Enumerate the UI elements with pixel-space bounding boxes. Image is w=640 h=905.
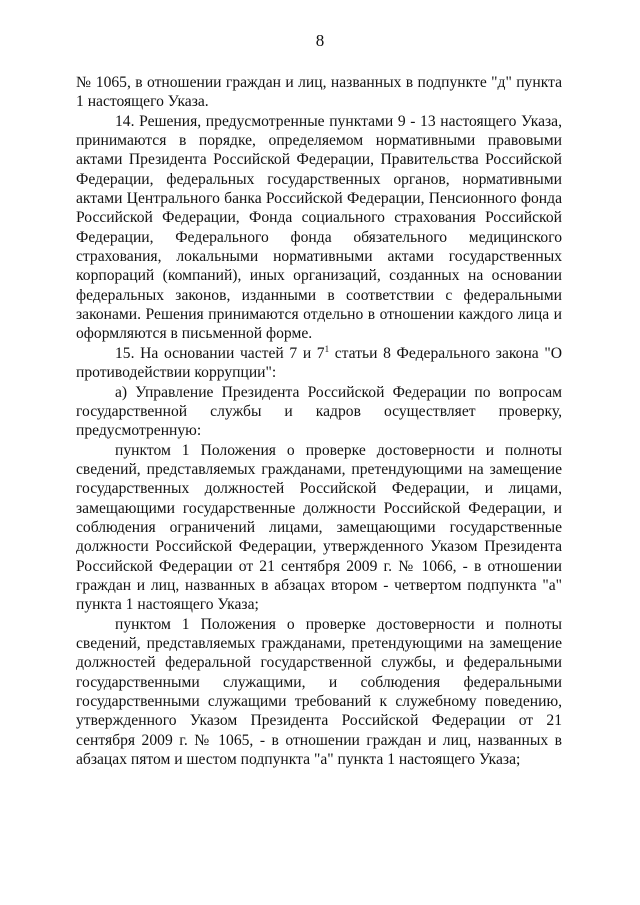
page-number: 8: [315, 31, 325, 50]
superscript-1: 1: [324, 343, 330, 354]
paragraph-15-start: 15. На основании частей 7 и 7: [115, 344, 325, 362]
document-body: [76, 73, 562, 769]
subparagraph-a: а) Управление Президента Российской Федерации по вопросам государственной службы и кадров осуществляет проверку, предусмотренную:: [76, 383, 562, 440]
paragraph-continuation: № 1065, в отношении граждан и лиц, названных в подпункте "д" пункта 1 настоящего Указа.: [76, 74, 562, 111]
paragraph-14: 14. Решения, предусмотренные пунктами 9 - 13 настоящего Указа, принимаются в порядке, определяемом нормативными правовыми актами Президента Российской Федерации, Правительства Российской Федерации, федеральных государственных органов, нормативными актами Центрального банка Российской Федерации, Пенсионного фонда Российской Федерации, Фонда социального страхования Российской Федерации, Федерального фонда обязательного медицинского страхования, локальными нормативными актами государственных корпораций (компаний), иных организаций, созданных на основании федеральных законов, изданными в соответствии с федеральными законами. Решения принимаются отдельно в отношении каждого лица и оформляются в письменной форме.: [76, 112, 562, 343]
paragraph-15-end: статьи 8 Федерального закона "О противодействии коррупции":: [76, 344, 562, 382]
paragraph-item-1066: пунктом 1 Положения о проверке достоверности и полноты сведений, представляемых гражданами, претендующими на замещение государственных должностей Российской Федерации, и лицами, замещающими государственные должности Российской Федерации, и соблюдения ограничений лицами, замещающими государственные должности Российской Федерации, утвержденного Указом Президента Российской Федерации от 21 сентября 2009 г. № 1066, - в отношении граждан и лиц, названных в абзацах втором - четвертом подпункта "а" пункта 1 настоящего Указа;: [76, 441, 562, 614]
paragraph-15: [76, 344, 562, 383]
paragraph-item-1065: пунктом 1 Положения о проверке достоверности и полноты сведений, представляемых гражданами, претендующими на замещение должностей федеральной государственной службы, и федеральными государственными служащими, и соблюдения федеральными государственными служащими требований к служебному поведению, утвержденного Указом Президента Российской Федерации от 21 сентября 2009 г. № 1065, - в отношении граждан и лиц, названных в абзацах пятом и шестом подпункта "а" пункта 1 настоящего Указа;: [76, 615, 562, 769]
